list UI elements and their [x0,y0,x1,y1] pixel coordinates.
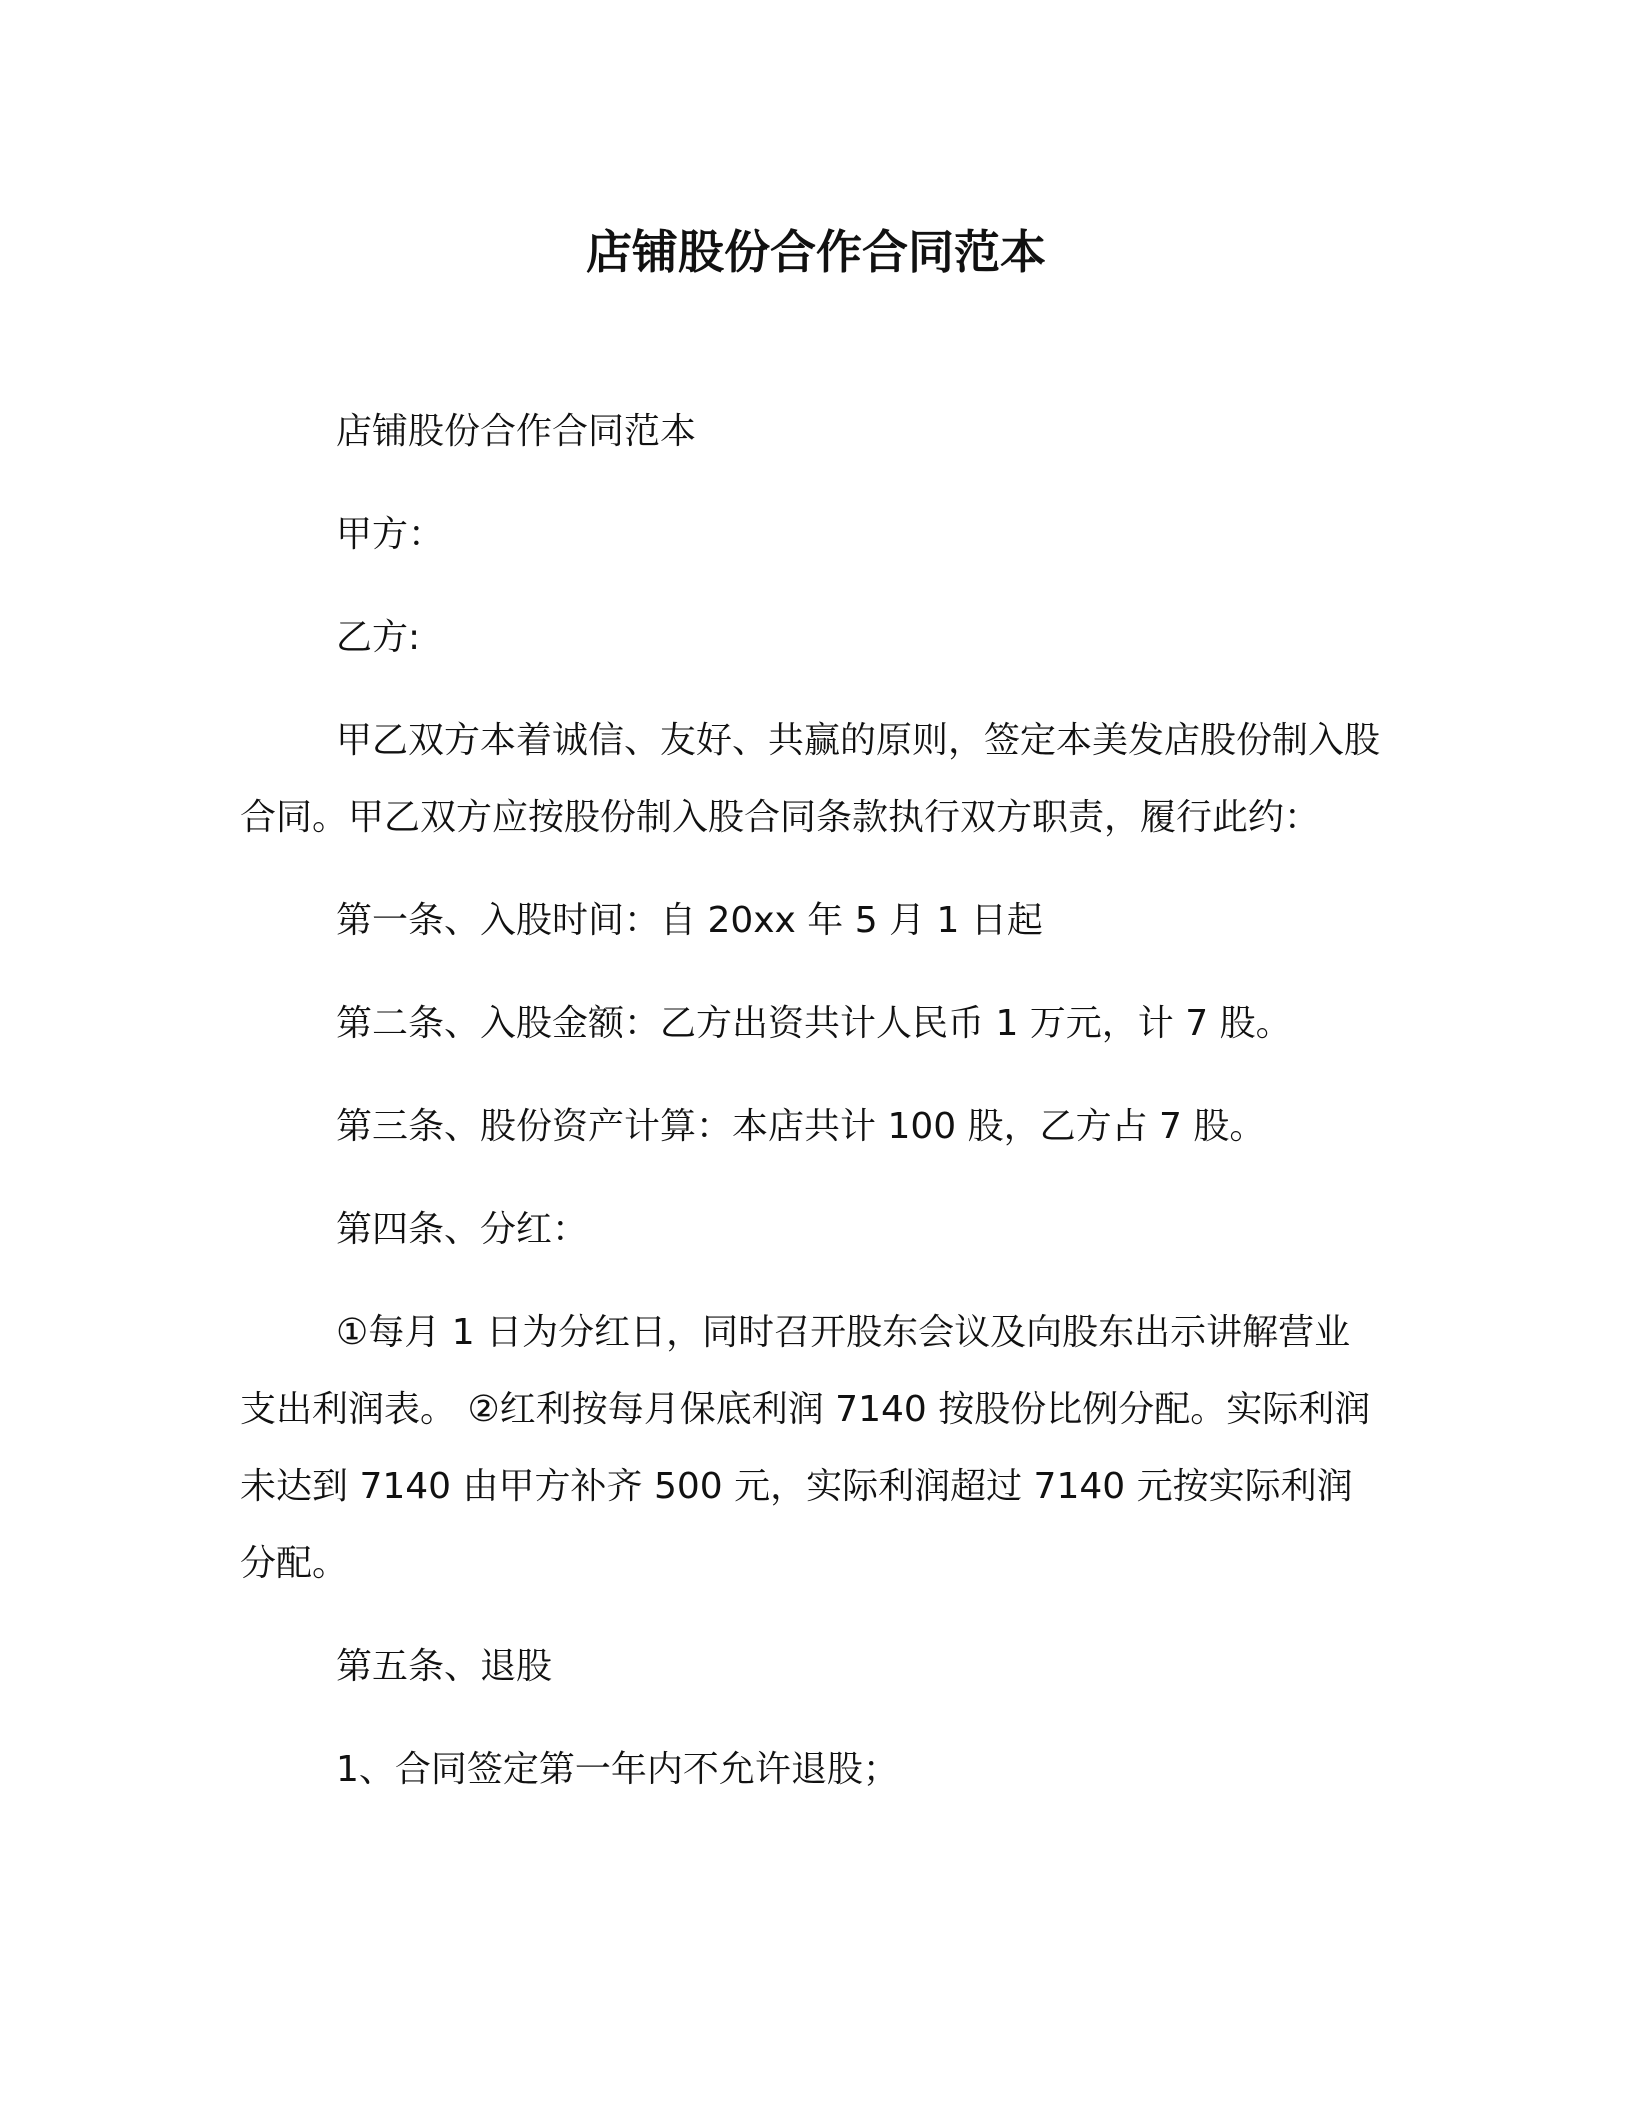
paragraph-article-5: 第五条、退股 [336,1646,553,1687]
paragraph-article-1: 第一条、入股时间：自 20xx 年 5 月 1 日起 [336,900,1043,941]
paragraph-party-b: 乙方: [336,617,421,658]
paragraph-article-3: 第三条、股份资产计算：本店共计 100 股，乙方占 7 股。 [336,1106,1266,1147]
document-body [240,393,1385,1834]
document-title: 店铺股份合作合同范本 [586,225,1046,279]
paragraph-article-2: 第二条、入股金额：乙方出资共计人民币 1 万元，计 7 股。 [336,1003,1292,1044]
paragraph-heading: 店铺股份合作合同范本 [336,411,697,452]
paragraph-preamble: 甲乙双方本着诚信、友好、共赢的原则，签定本美发店股份制入股合同。甲乙双方应按股份制入股合同条款执行双方职责，履行此约： [240,720,1381,838]
paragraph-article-4: 第四条、分红： [336,1209,589,1250]
paragraph-dividend-rules: ①每月 1 日为分红日，同时召开股东会议及向股东出示讲解营业支出利润表。 ②红利按每月保底利润 7140 按股份比例分配。实际利润未达到 7140 由甲方补齐 500 元，实际利润超过 7140 元按实际利润分配。 [240,1312,1371,1584]
paragraph-party-a: 甲方： [336,514,445,555]
paragraph-withdrawal-rule-1: 1、合同签定第一年内不允许退股； [336,1749,899,1790]
